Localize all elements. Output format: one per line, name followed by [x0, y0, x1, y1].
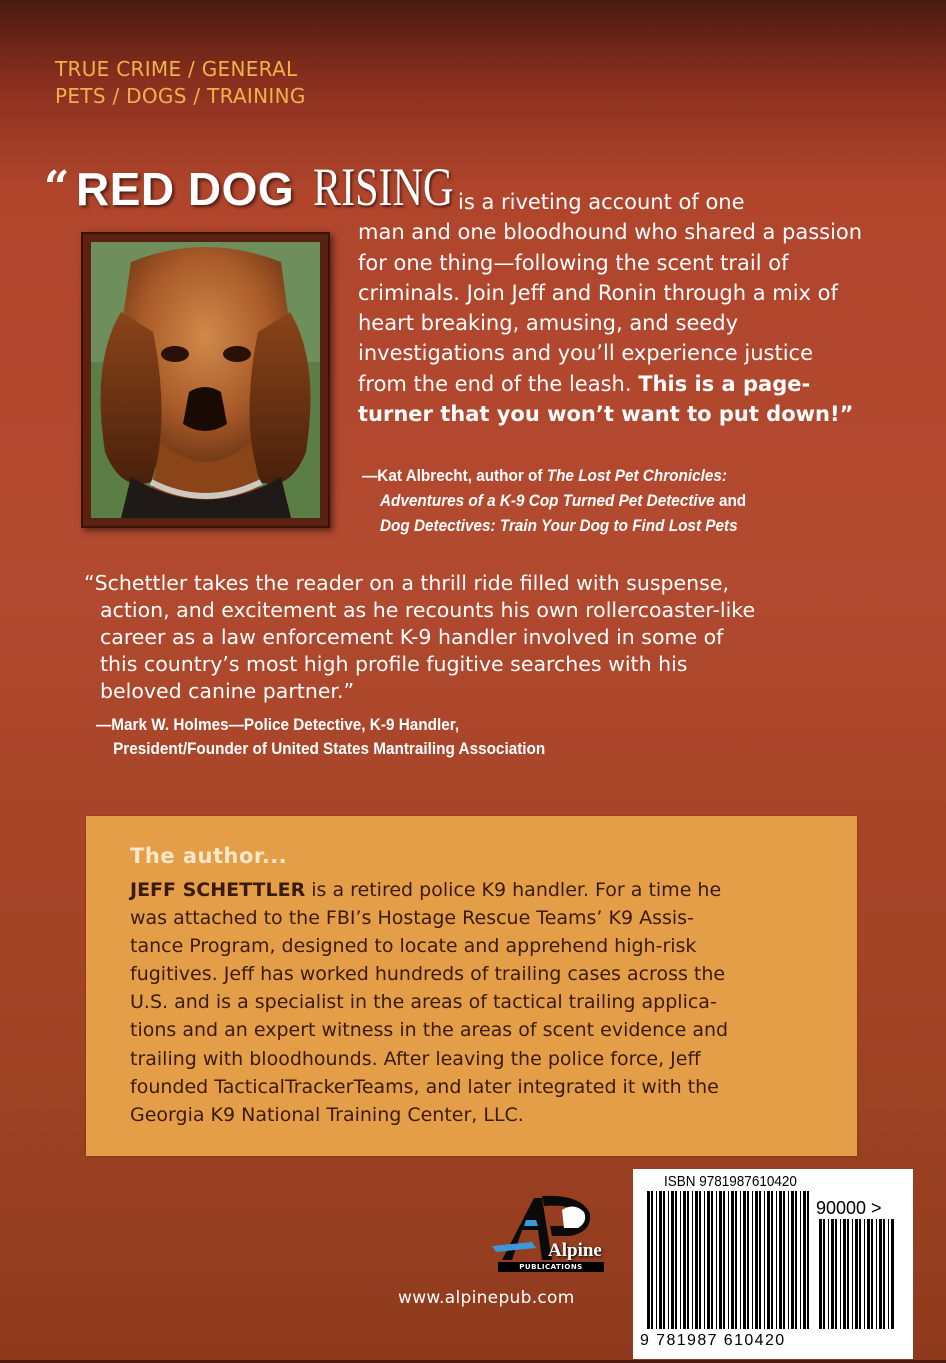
attribution2-line-1: —Mark W. Holmes—Police Detective, K-9 Handler, — [96, 715, 460, 734]
barcode-bar — [747, 1191, 749, 1329]
barcode-bar — [716, 1191, 717, 1329]
barcode-bar — [791, 1191, 794, 1329]
barcode-bar — [843, 1219, 846, 1329]
barcode-bar — [847, 1219, 849, 1329]
main-quote-bold: This is a page-turner that you won’t want to put down!” — [358, 371, 854, 427]
quote2-line-1: “Schettler takes the reader on a thrill ride filled with suspense, — [84, 571, 729, 595]
book-title-lost-pet-chronicles: The Lost Pet Chronicles: — [546, 466, 727, 485]
barcode-bar — [647, 1191, 650, 1329]
barcode-bar — [783, 1191, 785, 1329]
barcode-bar — [659, 1191, 662, 1329]
barcode-bar — [743, 1191, 746, 1329]
attribution-mark-holmes — [96, 713, 545, 761]
quote2-line-2: action, and excitement as he recounts his own rollercoaster-like — [100, 598, 756, 622]
barcode-bar — [852, 1219, 853, 1329]
publisher-logo-text: Alpine — [548, 1240, 602, 1261]
barcode-bar — [819, 1219, 822, 1329]
barcode-bar — [752, 1191, 753, 1329]
barcode-bar — [883, 1219, 885, 1329]
barcode-bar — [740, 1191, 741, 1329]
bloodhound-illustration — [91, 242, 320, 518]
publisher-logo-subtext: PUBLICATIONS — [498, 1262, 604, 1272]
author-bio-text — [130, 876, 830, 1129]
barcode-bar — [855, 1219, 858, 1329]
barcode-bar — [680, 1191, 681, 1329]
author-bio-line-3: tance Program, designed to locate and apprehend high-risk — [130, 935, 697, 958]
author-bio-line-6: tions and an expert witness in the areas of scent evidence and — [130, 1019, 729, 1042]
category-line-2: PETS / DOGS / TRAINING — [55, 84, 306, 108]
isbn-label: ISBN 9781987610420 — [664, 1173, 797, 1190]
barcode-bar — [864, 1219, 865, 1329]
author-bio-line-8: founded TacticalTrackerTeams, and later integrated it with the — [130, 1075, 719, 1098]
barcode-bar — [704, 1191, 705, 1329]
publisher-website: www.alpinepub.com — [398, 1288, 575, 1308]
barcode-bar — [675, 1191, 677, 1329]
quote2-line-3: career as a law enforcement K-9 handler involved in some of — [100, 625, 724, 649]
attribution1-prefix: —Kat Albrecht, author of — [362, 466, 547, 485]
barcode-bar — [803, 1191, 806, 1329]
barcode-bar — [699, 1191, 701, 1329]
barcode-bar — [800, 1191, 801, 1329]
author-bio-line-7: trailing with bloodhounds. After leaving the police force, Jeff — [130, 1047, 701, 1070]
barcode-bar — [771, 1191, 773, 1329]
barcode-bar — [767, 1191, 770, 1329]
book-subtitle-adventures: Adventures of a K-9 Cop Turned Pet Detective — [380, 491, 715, 510]
book-title-rising: RISING — [313, 157, 454, 217]
category-text — [55, 56, 306, 110]
barcode-bar — [831, 1219, 834, 1329]
barcode-bar — [776, 1191, 777, 1329]
price-code: 90000 > — [816, 1198, 882, 1218]
book-title-red-dog: RED DOG — [76, 163, 295, 215]
barcode-bar — [891, 1219, 894, 1329]
barcode-bar — [731, 1191, 734, 1329]
barcode-bar — [795, 1191, 797, 1329]
barcode-bar — [823, 1219, 825, 1329]
attribution-kat-albrecht — [362, 463, 812, 538]
barcode-bar — [840, 1219, 841, 1329]
barcode-bar — [807, 1191, 809, 1329]
bloodhound-photo-frame — [81, 232, 330, 528]
attribution2-line-2: President/Founder of United States Mantrailing Association — [113, 739, 546, 758]
main-quote-body: man and one bloodhound who shared a passion for one thing—following the scent trail of criminals. Join Jeff and Ronin through a mix of heart breaking, amusing, and seedy investigations and you’ll experience justice from the end of the leash. — [358, 220, 863, 396]
open-quote-mark: “ — [44, 162, 70, 213]
main-review-quote — [358, 187, 868, 429]
barcode-bar — [888, 1219, 889, 1329]
author-bio-line-9: Georgia K9 National Training Center, LLC. — [130, 1103, 524, 1126]
barcode-bar — [651, 1191, 653, 1329]
barcode-bar — [668, 1191, 669, 1329]
second-review-quote — [84, 570, 864, 705]
barcode-bar — [723, 1191, 725, 1329]
attribution1-and: and — [714, 491, 747, 510]
quote2-line-5: beloved canine partner.” — [100, 679, 355, 703]
barcode-bar — [859, 1219, 861, 1329]
barcode-bar — [656, 1191, 657, 1329]
barcode-bar — [828, 1219, 829, 1329]
barcode-bar — [779, 1191, 782, 1329]
author-bio-box — [86, 816, 857, 1156]
barcode-bar — [687, 1191, 689, 1329]
isbn-digits: 9 781987 610420 — [640, 1332, 786, 1349]
barcode-bar — [755, 1191, 758, 1329]
author-heading: The author... — [130, 844, 288, 868]
barcode-bar — [692, 1191, 693, 1329]
barcode-bar — [728, 1191, 729, 1329]
book-title-dog-detectives: Dog Detectives: Train Your Dog to Find Lost Pets — [380, 516, 738, 535]
barcode-bar — [735, 1191, 737, 1329]
barcode-bar — [671, 1191, 674, 1329]
author-name: JEFF SCHETTLER — [130, 879, 306, 901]
barcode-bar — [707, 1191, 710, 1329]
barcode-bar — [835, 1219, 837, 1329]
barcode-bar — [879, 1219, 882, 1329]
barcode-bar — [663, 1191, 665, 1329]
barcode-bar — [867, 1219, 870, 1329]
barcode-bar — [759, 1191, 761, 1329]
barcode-bar — [711, 1191, 713, 1329]
author-bio-line-2: was attached to the FBI’s Hostage Rescue Teams’ K9 Assis- — [130, 907, 694, 930]
author-bio-line-4: fugitives. Jeff has worked hundreds of trailing cases across the — [130, 963, 726, 986]
barcode-bar — [788, 1191, 789, 1329]
barcode-bar — [871, 1219, 873, 1329]
author-bio-line-5: U.S. and is a specialist in the areas of tactical trailing applica- — [130, 991, 717, 1014]
category-line-1: TRUE CRIME / GENERAL — [55, 57, 298, 81]
author-bio-line-1: is a retired police K9 handler. For a time he — [305, 879, 722, 901]
barcode-bar — [719, 1191, 722, 1329]
barcode-bar — [683, 1191, 686, 1329]
bloodhound-photo — [91, 242, 320, 518]
barcode-bar — [876, 1219, 877, 1329]
main-quote-line-1: is a riveting account of one — [458, 190, 745, 214]
barcode-bar — [695, 1191, 698, 1329]
barcode-bar — [764, 1191, 765, 1329]
quote2-line-4: this country’s most high profile fugitive searches with his — [100, 652, 688, 676]
